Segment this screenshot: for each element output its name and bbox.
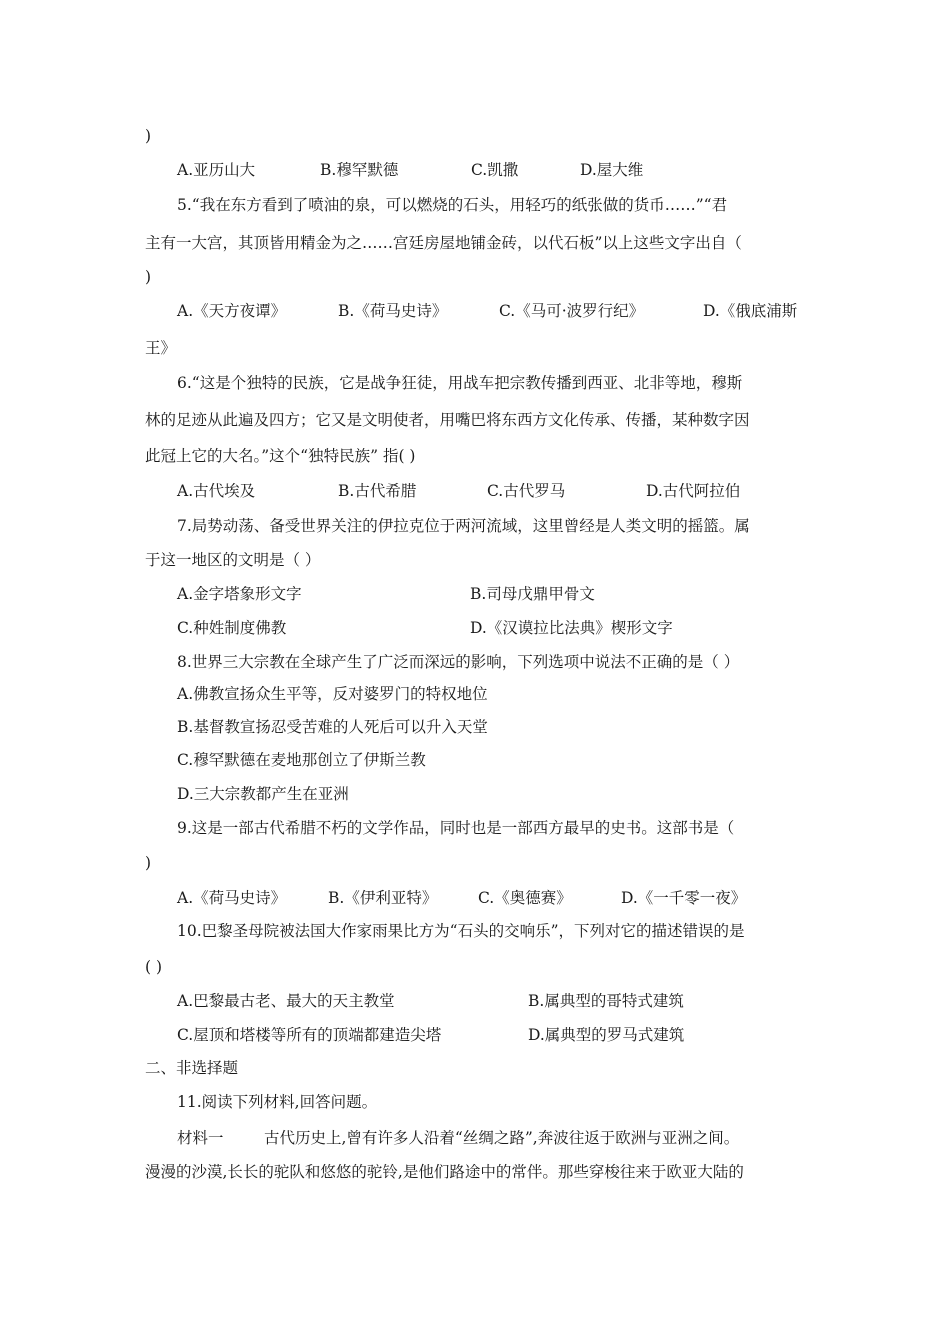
section-heading: 二、非选择题 bbox=[145, 1059, 239, 1077]
q4-option-b: B.穆罕默德 bbox=[320, 161, 399, 179]
q5-option-b: B.《荷马史诗》 bbox=[338, 302, 448, 320]
q6-option-d: D.古代阿拉伯 bbox=[646, 482, 741, 500]
q9-option-b: B.《伊利亚特》 bbox=[328, 889, 438, 907]
q7-option-b: B.司母戊鼎甲骨文 bbox=[470, 585, 595, 603]
q7-option-c: C.种姓制度佛教 bbox=[177, 619, 287, 637]
material-line-1: 古代历史上,曾有许多人沿着“丝绸之路”,奔波往返于欧洲与亚洲之间。 bbox=[264, 1129, 740, 1147]
q9-option-d: D.《一千零一夜》 bbox=[621, 889, 747, 907]
q4-option-a: A.亚历山大 bbox=[177, 161, 256, 179]
q5-option-c: C.《马可·波罗行纪》 bbox=[499, 302, 645, 320]
q5-line-1: 5.“我在东方看到了喷油的泉，可以燃烧的石头，用轻巧的纸张做的货币……”“君 bbox=[177, 196, 728, 214]
q10-line-2: ( ) bbox=[145, 958, 163, 976]
q10-option-b: B.属典型的哥特式建筑 bbox=[528, 992, 684, 1010]
q6-option-a: A.古代埃及 bbox=[177, 482, 256, 500]
q8-option-a: A.佛教宣扬众生平等，反对婆罗门的特权地位 bbox=[177, 685, 488, 703]
q9-option-a: A.《荷马史诗》 bbox=[177, 889, 287, 907]
q8-option-d: D.三大宗教都产生在亚洲 bbox=[177, 785, 349, 803]
q5-option-d-wrap: 王》 bbox=[145, 339, 177, 357]
q7-option-a: A.金字塔象形文字 bbox=[177, 585, 302, 603]
q8-option-c: C.穆罕默德在麦地那创立了伊斯兰教 bbox=[177, 751, 426, 769]
q4-option-d: D.屋大维 bbox=[580, 161, 644, 179]
q9-option-c: C.《奥德赛》 bbox=[478, 889, 572, 907]
q10-option-d: D.属典型的罗马式建筑 bbox=[528, 1026, 685, 1044]
q10-option-c: C.屋顶和塔楼等所有的顶端都建造尖塔 bbox=[177, 1026, 442, 1044]
q5-line-3: ) bbox=[145, 268, 152, 286]
material-label: 材料一 bbox=[177, 1129, 224, 1147]
q9-line-1: 9.这是一部古代希腊不朽的文学作品，同时也是一部西方最早的史书。这部书是（ bbox=[177, 819, 735, 837]
q5-line-2: 主有一大宫，其顶皆用精金为之……宫廷房屋地铺金砖，以代石板”以上这些文字出自（ bbox=[145, 234, 742, 252]
q6-line-3: 此冠上它的大名。”这个“独特民族” 指( ) bbox=[145, 447, 416, 465]
q7-line-1: 7.局势动荡、备受世界关注的伊拉克位于两河流域，这里曾经是人类文明的摇篮。属 bbox=[177, 517, 750, 535]
q9-line-2: ) bbox=[145, 854, 152, 872]
q8-line-1: 8.世界三大宗教在全球产生了广泛而深远的影响，下列选项中说法不正确的是（ ） bbox=[177, 653, 740, 671]
q5-option-d: D.《俄底浦斯 bbox=[703, 302, 798, 320]
q10-option-a: A.巴黎最古老、最大的天主教堂 bbox=[177, 992, 395, 1010]
q7-option-d: D.《汉谟拉比法典》楔形文字 bbox=[470, 619, 673, 637]
q8-option-b: B.基督教宣扬忍受苦难的人死后可以升入天堂 bbox=[177, 718, 488, 736]
q5-option-a: A.《天方夜谭》 bbox=[177, 302, 287, 320]
material-line-2: 漫漫的沙漠,长长的驼队和悠悠的驼铃,是他们路途中的常伴。那些穿梭往来于欧亚大陆的 bbox=[145, 1163, 744, 1181]
q6-line-2: 林的足迹从此遍及四方；它又是文明使者，用嘴巴将东西方文化传承、传播，某种数字因 bbox=[145, 411, 750, 429]
q6-option-b: B.古代希腊 bbox=[338, 482, 417, 500]
q10-line-1: 10.巴黎圣母院被法国大作家雨果比方为“石头的交响乐”，下列对它的描述错误的是 bbox=[177, 922, 745, 940]
q4-bracket-close: ) bbox=[145, 127, 152, 145]
q4-option-c: C.凯撒 bbox=[471, 161, 519, 179]
q6-line-1: 6.“这是个独特的民族，它是战争狂徒，用战车把宗教传播到西亚、北非等地，穆斯 bbox=[177, 374, 743, 392]
q11-intro: 11.阅读下列材料,回答问题。 bbox=[177, 1093, 378, 1111]
q6-option-c: C.古代罗马 bbox=[487, 482, 566, 500]
q7-line-2: 于这一地区的文明是（ ） bbox=[145, 551, 321, 569]
